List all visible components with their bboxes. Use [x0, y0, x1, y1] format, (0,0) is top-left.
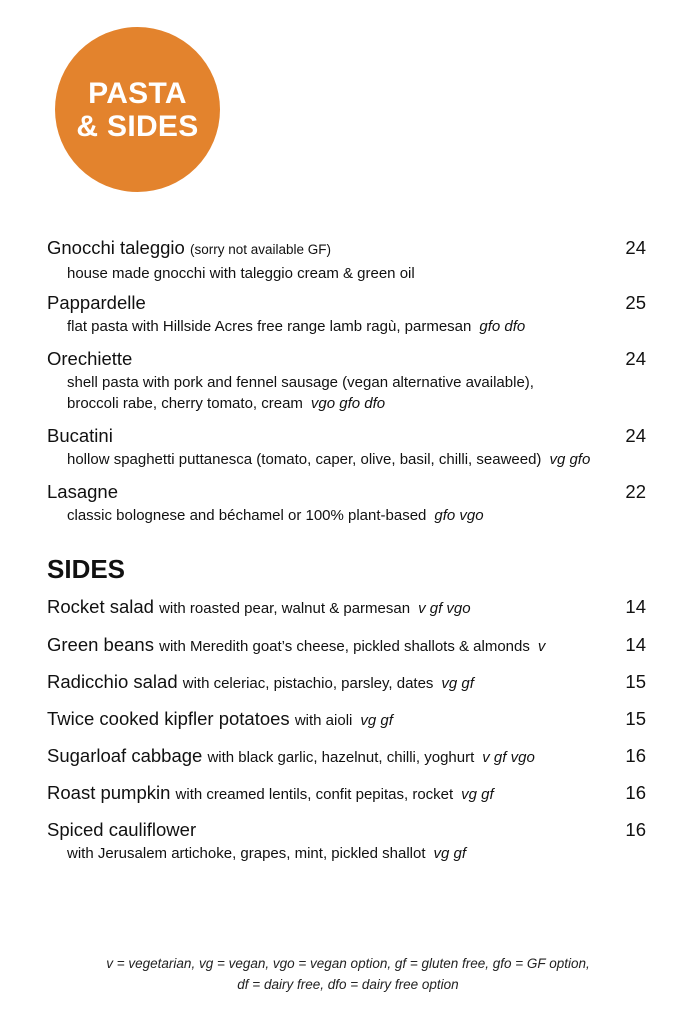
item-name: Roast pumpkin: [47, 782, 171, 803]
side-item-kipfler-potatoes: [47, 708, 646, 732]
badge-line-1: PASTA: [88, 76, 187, 110]
menu-item-orechiette: [47, 348, 646, 414]
side-item-spiced-cauliflower: [47, 819, 646, 864]
item-name: Rocket salad: [47, 596, 154, 617]
legend-line-1: v = vegetarian, vg = vegan, vgo = vegan option, gf = gluten free, gfo = GF option,: [106, 956, 590, 971]
item-price: 25: [625, 292, 646, 313]
item-note: (sorry not available GF): [189, 242, 331, 257]
item-description: shell pasta with pork and fennel sausage (vegan alternative available),: [67, 374, 534, 391]
item-description: with Jerusalem artichoke, grapes, mint, pickled shallot: [67, 845, 426, 862]
item-price: 14: [625, 634, 646, 655]
item-name: Lasagne: [47, 481, 118, 502]
item-description: classic bolognese and béchamel or 100% plant-based: [67, 507, 427, 524]
sides-heading: SIDES: [47, 554, 126, 584]
dietary-tags: v gf vgo: [418, 600, 471, 617]
item-price: 24: [625, 237, 646, 258]
item-name: Green beans: [47, 634, 154, 655]
dietary-tags: v: [537, 638, 546, 655]
menu-item-gnocchi: [47, 237, 646, 284]
side-item-green-beans: [47, 634, 646, 658]
item-name: Orechiette: [47, 348, 133, 369]
item-description: with aioli: [294, 712, 353, 729]
item-name: Spiced cauliflower: [47, 819, 197, 840]
item-name: Twice cooked kipfler potatoes: [47, 708, 290, 729]
item-description: with black garlic, hazelnut, chilli, yoghurt: [207, 749, 475, 766]
menu-item-lasagne: [47, 481, 646, 526]
dietary-tags: vg gf: [441, 675, 474, 692]
item-name: Gnocchi taleggio: [47, 237, 185, 258]
dietary-tags: gfo vgo: [434, 507, 484, 524]
item-price: 16: [625, 782, 646, 803]
dietary-tags: gfo dfo: [479, 318, 526, 335]
dietary-tags: vg gf: [433, 845, 467, 862]
dietary-tags: vg gfo: [549, 451, 591, 468]
side-item-roast-pumpkin: [47, 782, 646, 806]
legend-line-2: df = dairy free, dfo = dairy free option: [237, 977, 459, 992]
dietary-tags: vg gf: [461, 786, 494, 803]
side-item-sugarloaf-cabbage: [47, 745, 646, 769]
dietary-tags: vg gf: [360, 712, 393, 729]
menu-item-bucatini: [47, 425, 646, 470]
dietary-tags: vgo gfo dfo: [310, 395, 386, 412]
item-name: Radicchio salad: [47, 671, 178, 692]
section-badge: [55, 27, 220, 192]
item-price: 15: [625, 671, 646, 692]
item-price: 22: [625, 481, 646, 502]
item-price: 16: [625, 745, 646, 766]
dietary-tags: v gf vgo: [482, 749, 535, 766]
item-price: 24: [625, 425, 646, 446]
item-description-2: broccoli rabe, cherry tomato, cream: [67, 395, 303, 412]
item-price: 14: [625, 596, 646, 617]
dietary-legend: [0, 953, 696, 995]
item-price: 24: [625, 348, 646, 369]
item-description: house made gnocchi with taleggio cream & green oil: [67, 265, 415, 282]
item-description: flat pasta with Hillside Acres free range lamb ragù, parmesan: [67, 318, 472, 335]
item-name: Bucatini: [47, 425, 113, 446]
badge-line-2: & SIDES: [76, 109, 199, 143]
item-price: 16: [625, 819, 646, 840]
side-item-rocket-salad: [47, 596, 646, 620]
item-description: with celeriac, pistachio, parsley, dates: [182, 675, 434, 692]
item-description: with Meredith goat’s cheese, pickled shallots & almonds: [159, 638, 530, 655]
menu-item-pappardelle: [47, 292, 646, 337]
item-name: Pappardelle: [47, 292, 146, 313]
side-item-radicchio-salad: [47, 671, 646, 695]
item-price: 15: [625, 708, 646, 729]
item-description: with roasted pear, walnut & parmesan: [159, 600, 411, 617]
item-name: Sugarloaf cabbage: [47, 745, 203, 766]
item-description: hollow spaghetti puttanesca (tomato, caper, olive, basil, chilli, seaweed): [67, 451, 542, 468]
item-description: with creamed lentils, confit pepitas, rocket: [175, 786, 454, 803]
